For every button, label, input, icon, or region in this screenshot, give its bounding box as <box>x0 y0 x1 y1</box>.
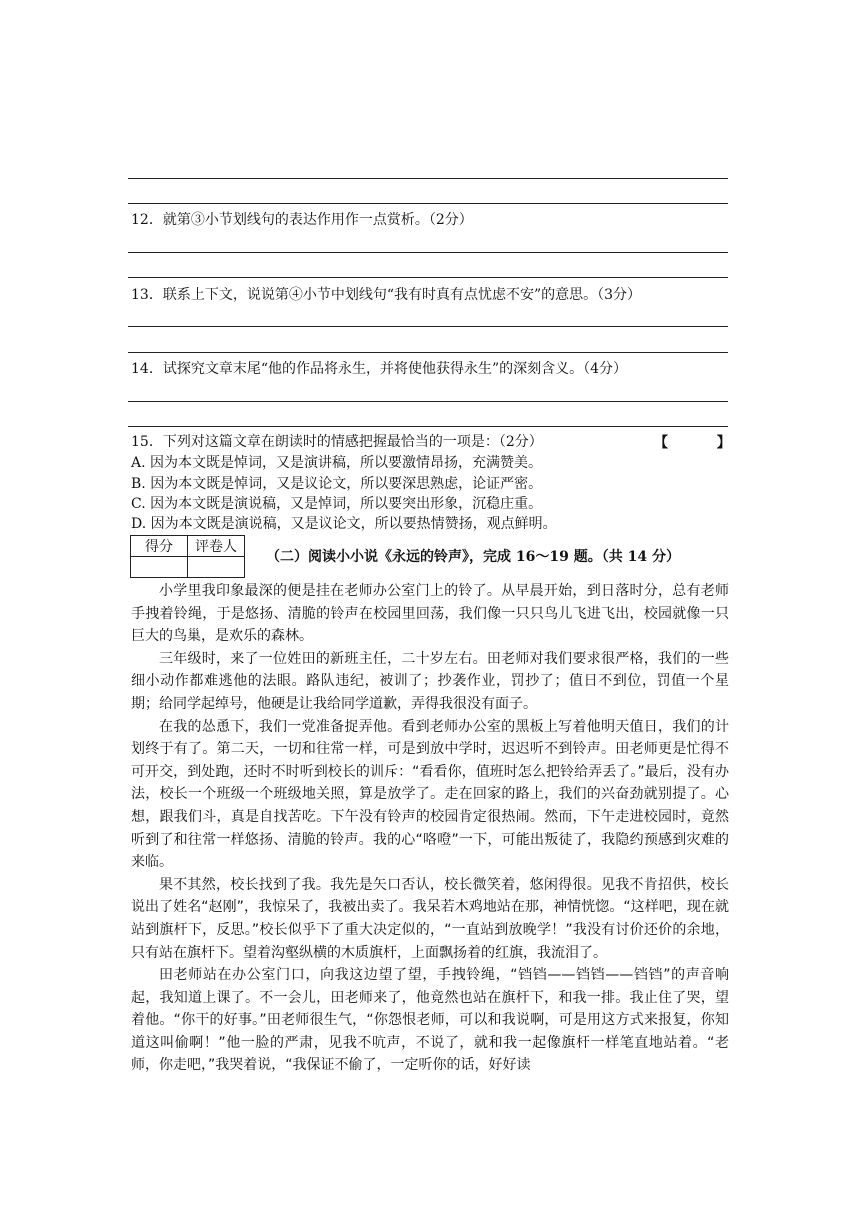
option-b: B. 因为本文既是悼词，又是议论文，所以要深思熟虑，论证严密。 <box>131 476 543 492</box>
story-paragraph: 在我的怂恿下，我们一党准备捉弄他。看到老师办公室的黑板上写着他明天值日，我们的计划终于有了。第二天，一切和往常一样，可是到放中学时，迟迟听不到铃声。田老师更是忙得不可开交，到处跑，还时不时听到校长的训斥：“看看你，值班时怎么把铃给弄丢了。”最后，没有办法，校长一个班级一个班级地关照，算是放学了。走在回家的路上，我们的兴奋劲就别提了。心想，跟我们斗，真是自找苦吃。下午没有铃声的校园肯定很热闹。然而，下午走进校园时，竟然听到了和往常一样悠扬、清脆的铃声。我的心“咯噔”一下，可能出叛徒了，我隐约预感到灾难的来临。 <box>131 718 729 871</box>
option-d: D. 因为本文既是演说稿，又是议论文，所以要热情赞扬，观点鲜明。 <box>131 516 557 532</box>
answer-bracket: 【 】 <box>654 435 731 451</box>
score-box <box>130 535 245 578</box>
question-12: 12．就第③小节划线句的表达作用作一点赏析。（2分） <box>131 212 473 228</box>
answer-line <box>128 252 728 253</box>
answer-line <box>128 178 728 179</box>
answer-line <box>128 326 728 327</box>
answer-line <box>128 401 728 402</box>
answer-line <box>128 203 728 204</box>
story-paragraph: 小学里我印象最深的便是挂在老师办公室门上的铃了。从早晨开始，到日落时分，总有老师手拽着铃绳，于是悠扬、清脆的铃声在校园里回荡，我们像一只只鸟儿飞进飞出，校园就像一只巨大的鸟巢，是欢乐的森林。 <box>131 583 729 645</box>
question-15: 15．下列对这篇文章在朗读时的情感把握最恰当的一项是：（2分） <box>131 434 543 450</box>
option-a: A. 因为本文既是悼词，又是演讲稿，所以要激情昂扬，充满赞美。 <box>131 455 543 471</box>
answer-line <box>128 277 728 278</box>
grader-cell[interactable] <box>188 557 245 578</box>
answer-line <box>128 352 728 353</box>
section-title: （二）阅读小小说《永远的铃声》，完成 16～19 题。（共 14 分） <box>266 549 680 565</box>
story-paragraph: 果不其然，校长找到了我。我先是矢口否认，校长微笑着，悠闲得很。见我不肯招供，校长说出了姓名“赵刚”，我惊呆了，我被出卖了。我呆若木鸡地站在那，神情恍惚。“这样吧，现在就站到旗杆下，反思。”校长似乎下了重大决定似的，“一直站到放晚学！”我没有讨价还价的余地，只有站在旗杆下。望着沟壑纵横的木质旗杆，上面飘扬着的红旗，我流泪了。 <box>131 876 729 961</box>
story-paragraph: 三年级时，来了一位姓田的新班主任，二十岁左右。田老师对我们要求很严格，我们的一些细小动作都难逃他的法眼。路队违纪，被训了；抄袭作业，罚抄了；值日不到位，罚值一个星期；给同学起绰号，他硬是让我给同学道歉，弄得我很没有面子。 <box>131 650 729 712</box>
story-paragraph: 田老师站在办公室门口，向我这边望了望，手拽铃绳，“铛铛——铛铛——铛铛”的声音响起，我知道上课了。不一会儿，田老师来了，他竟然也站在旗杆下，和我一排。我止住了哭，望着他。“你干的好事。”田老师很生气，“你怨恨老师，可以和我说啊，可是用这方式来报复，你知道这叫偷啊！”他一脸的严肃，见我不吭声，不说了，就和我一起像旗杆一样笔直地站着。“老师，你走吧，”我哭着说，“我保证不偷了，一定听你的话，好好读 <box>131 967 729 1074</box>
grader-label: 评卷人 <box>188 536 245 557</box>
score-cell[interactable] <box>131 557 188 578</box>
story-text <box>131 580 729 1077</box>
answer-line <box>128 426 728 427</box>
question-13: 13．联系上下文，说说第④小节中划线句“我有时真有点忧虑不安”的意思。（3分） <box>131 287 642 303</box>
option-c: C. 因为本文既是演说稿，又是悼词，所以要突出形象，沉稳庄重。 <box>131 496 543 512</box>
score-label: 得分 <box>131 536 188 557</box>
question-14: 14．试探究文章末尾“他的作品将永生，并将使他获得永生”的深刻含义。（4分） <box>131 361 628 377</box>
